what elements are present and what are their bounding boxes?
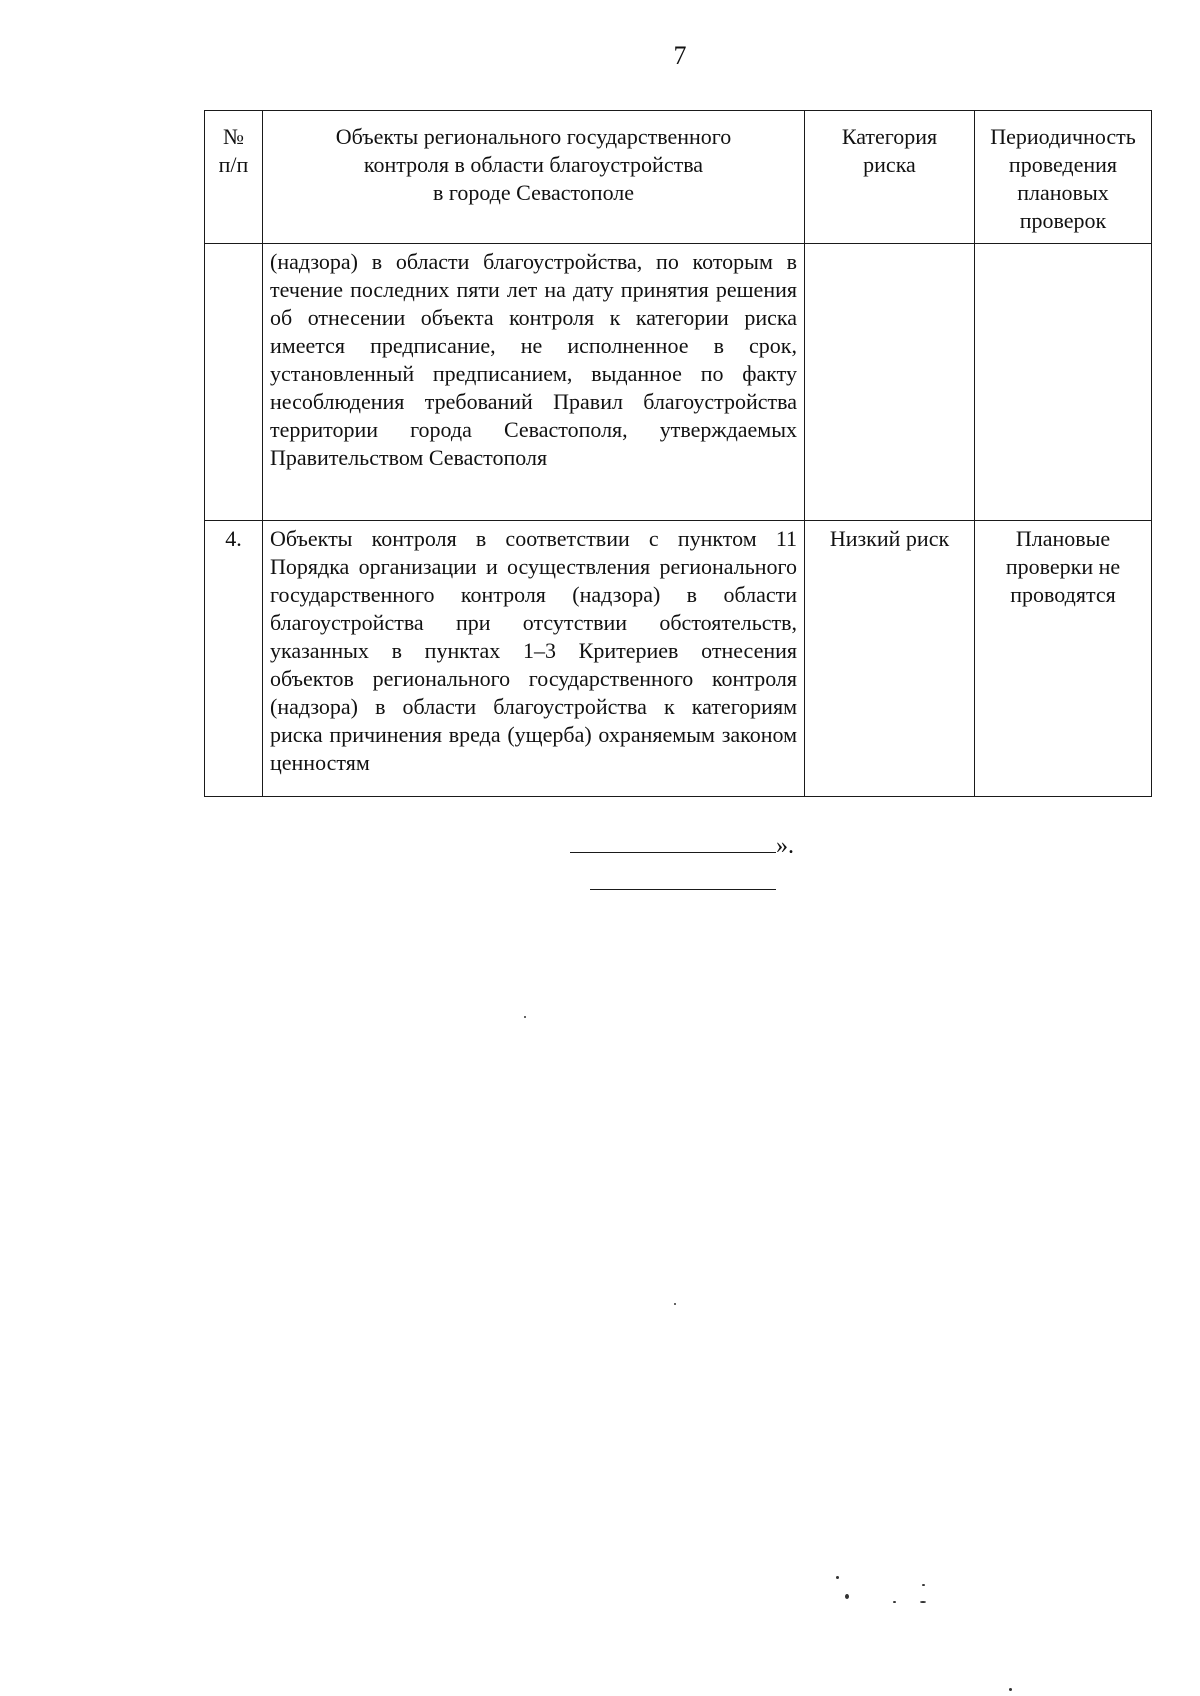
closing-quote: ».	[776, 833, 794, 859]
scan-speck	[524, 1016, 526, 1018]
scan-speck	[893, 1601, 896, 1603]
end-of-document-rule	[590, 889, 776, 890]
row-periodicity	[975, 244, 1152, 521]
row-periodicity: Плановые проверки не проводятся	[975, 521, 1152, 797]
page-number: 7	[673, 41, 687, 70]
row-category: Низкий риск	[805, 521, 975, 797]
table-row	[205, 244, 1152, 521]
header-num: № п/п	[205, 111, 263, 244]
row-category	[805, 244, 975, 521]
table-row	[205, 521, 1152, 797]
row-number	[205, 244, 263, 521]
row-objects-text: Объекты контроля в соответствии с пунктом 11 Порядка организации и осуществления регионального государственного контроля (надзора) в области благоустройства при отсутствии обстоятельств, указанных в пунктах 1–3 Критериев отнесения объектов регионального государственного контроля (надзора) в области благоустройства к категориям риска причинения вреда (ущерба) охраняемым законом ценностям	[263, 521, 805, 797]
scan-speck	[836, 1576, 839, 1579]
risk-category-table	[204, 110, 1152, 797]
closing-quote-line	[570, 830, 794, 861]
header-objects: Объекты регионального государственного контроля в области благоустройства в городе Севастополе	[263, 111, 805, 244]
header-category: Категория риска	[805, 111, 975, 244]
row-objects-text: (надзора) в области благоустройства, по которым в течение последних пяти лет на дату принятия решения об отнесении объекта контроля к категории риска имеется предписание, не исполненное в срок, установленный предписанием, выданное по факту несоблюдения требований Правил благоустройства территории города Севастополя, утверждаемых Правительством Севастополя	[263, 244, 805, 521]
row-number: 4.	[205, 521, 263, 797]
scan-speck	[922, 1584, 925, 1586]
scan-speck	[674, 1303, 676, 1305]
table-header-row	[205, 111, 1152, 244]
closing-underline	[570, 830, 776, 853]
scan-speck	[845, 1594, 849, 1599]
header-periodicity: Периодичность проведения плановых проверок	[975, 111, 1152, 244]
scan-speck	[920, 1601, 926, 1603]
scan-speck	[1009, 1688, 1012, 1691]
